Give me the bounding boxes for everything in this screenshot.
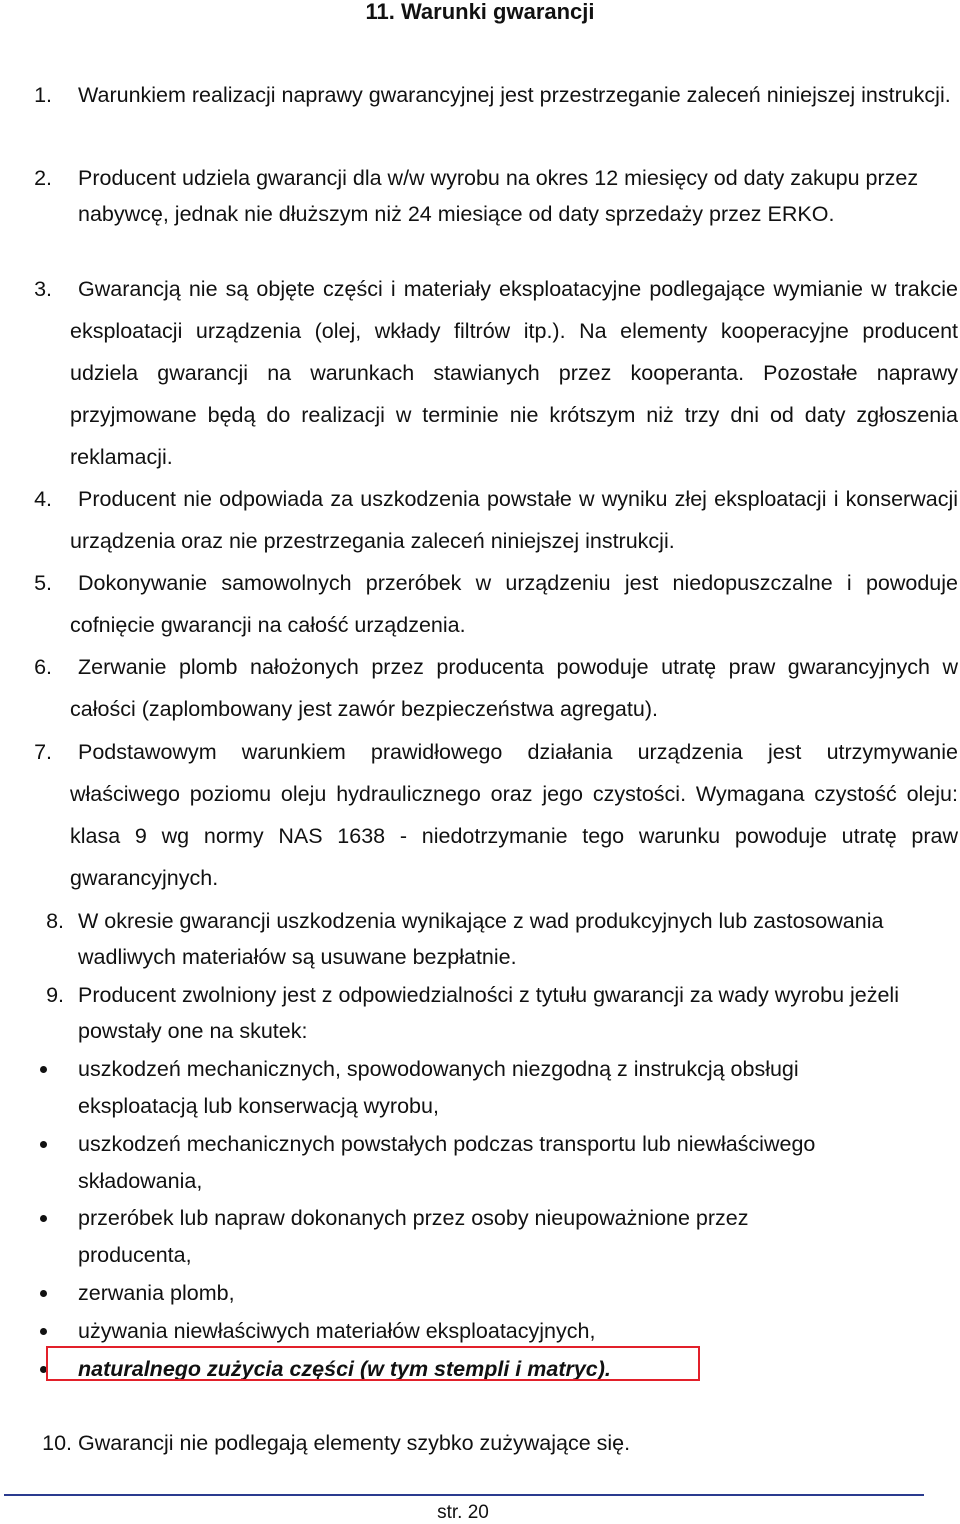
bullet-text: zerwania plomb,	[78, 1281, 235, 1305]
page-number: str. 20	[437, 1502, 489, 1523]
highlight-box	[46, 1346, 700, 1381]
list-item-number: 6.	[34, 655, 52, 679]
section-title: 11. Warunki gwarancji	[365, 0, 595, 24]
list-item-number: 1.	[34, 83, 52, 107]
bullet-text: używania niewłaściwych materiałów eksploatacyjnych,	[78, 1319, 596, 1343]
list-item-text: Podstawowym warunkiem prawidłowego działania urządzenia jest utrzymywanie właściwego poziomu oleju hydraulicznego oraz jego czystości. Wymagana czystość oleju: klasa 9 wg normy NAS 1638 - niedotrzymanie tego warunku powoduje utratę praw gwarancyjnych.	[70, 740, 958, 890]
list-item-text: Producent zwolniony jest z odpowiedzialności z tytułu gwarancji za wady wyrobu jeżeli powstały one na skutek:	[78, 983, 899, 1043]
list-item-text: Warunkiem realizacji naprawy gwarancyjnej jest przestrzeganie zaleceń niniejszej instrukcji.	[78, 83, 951, 107]
list-item-number: 2.	[34, 166, 52, 190]
list-item-number: 4.	[34, 487, 52, 511]
list-item-text: Dokonywanie samowolnych przeróbek w urządzeniu jest niedopuszczalne i powoduje cofnięcie gwarancji na całość urządzenia.	[70, 571, 958, 637]
list-item-number: 8.	[46, 909, 64, 933]
list-item-text: Producent nie odpowiada za uszkodzenia powstałe w wyniku złej eksploatacji i konserwacji urządzenia oraz nie przestrzegania zaleceń niniejszej instrukcji.	[70, 487, 958, 553]
bullet-text: uszkodzeń mechanicznych powstałych podczas transportu lub niewłaściwego składowania,	[78, 1132, 816, 1193]
bullet-icon	[40, 1141, 47, 1148]
list-item-number: 9.	[46, 983, 64, 1007]
bullet-text: uszkodzeń mechanicznych, spowodowanych niezgodną z instrukcją obsługi eksploatacją lub konserwacją wyrobu,	[78, 1057, 799, 1118]
list-item-text: Zerwanie plomb nałożonych przez producenta powoduje utratę praw gwarancyjnych w całości (zaplombowany jest zawór bezpieczeństwa agregatu).	[70, 655, 958, 721]
list-item-text: Gwarancją nie są objęte części i materiały eksploatacyjne podlegające wymianie w trakcie eksploatacji urządzenia (olej, wkłady filtrów itp.). Na elementy kooperacyjne producent udziela gwarancji na warunkach stawianych przez kooperanta. Pozostałe naprawy przyjmowane będą do realizacji w terminie nie krótszym niż trzy dni od daty zgłoszenia reklamacji.	[70, 277, 958, 469]
bullet-icon	[40, 1215, 47, 1222]
bullet-text: przeróbek lub napraw dokonanych przez osoby nieupoważnione przez producenta,	[78, 1206, 749, 1267]
bullet-text: naturalnego zużycia części (w tym stempli i matryc).	[78, 1357, 611, 1381]
list-item-text: Producent udziela gwarancji dla w/w wyrobu na okres 12 miesięcy od daty zakupu przez nabywcę, jednak nie dłuższym niż 24 miesiące od daty sprzedaży przez ERKO.	[78, 166, 919, 226]
list-item-number: 10.	[42, 1431, 72, 1455]
list-item-number: 5.	[34, 571, 52, 595]
list-item-number: 7.	[34, 740, 52, 764]
footer-rule	[4, 1494, 924, 1496]
list-item-text: W okresie gwarancji uszkodzenia wynikające z wad produkcyjnych lub zastosowania wadliwych materiałów są usuwane bezpłatnie.	[78, 909, 884, 969]
bullet-icon	[40, 1328, 47, 1335]
list-item-text: Gwarancji nie podlegają elementy szybko zużywające się.	[78, 1431, 631, 1455]
bullet-icon	[40, 1290, 47, 1297]
list-item-number: 3.	[34, 277, 52, 301]
bullet-icon	[40, 1066, 47, 1073]
